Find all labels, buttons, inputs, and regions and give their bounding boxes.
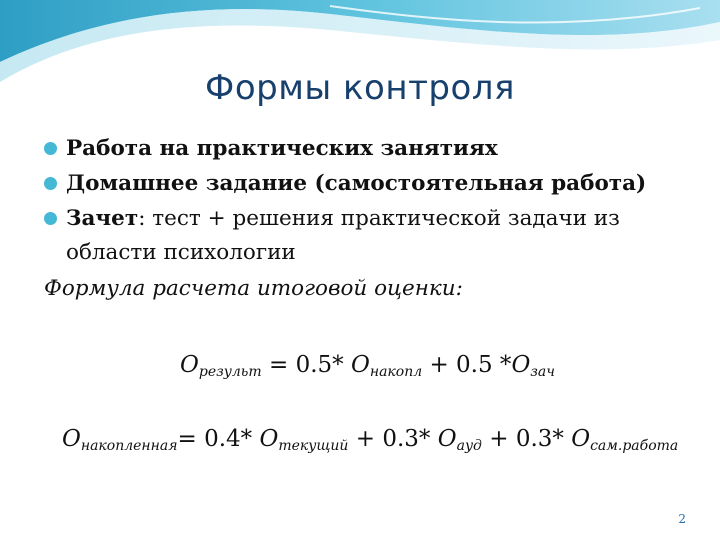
- formula-symbol: О: [437, 426, 457, 452]
- page-number: 2: [678, 512, 686, 526]
- bullet-dot-icon: [44, 177, 57, 190]
- bullet-text: Домашнее задание (самостоятельная работа): [66, 171, 647, 196]
- bullet-list: [44, 131, 694, 270]
- formula-subscript: текущий: [278, 438, 349, 454]
- formula-subscript: ауд: [456, 438, 482, 454]
- formula-symbol: О: [511, 352, 531, 378]
- bullet-dot-icon: [44, 142, 57, 155]
- formula-subscript: результ: [198, 364, 262, 380]
- slide-title: Формы контроля: [205, 68, 515, 108]
- bullet-item: [44, 166, 694, 201]
- bullet-item: [44, 131, 694, 166]
- formula-subscript: накопл: [369, 364, 423, 380]
- formula-subscript: зач: [530, 364, 555, 380]
- bullet-item: [44, 201, 694, 270]
- formula-operator: + 0.3*: [348, 426, 438, 452]
- bullet-text: Работа на практических занятиях: [66, 136, 498, 161]
- bullet-dot-icon: [44, 212, 57, 225]
- formula-symbol: О: [571, 426, 591, 452]
- formula-symbol: О: [350, 352, 370, 378]
- formula-subscript: накопленная: [80, 438, 178, 454]
- formula-operator: + 0.3*: [481, 426, 572, 452]
- formula-symbol: О: [259, 426, 279, 452]
- formula-accumulated-grade: [62, 426, 678, 454]
- formula-label: Формула расчета итоговой оценки:: [44, 276, 463, 301]
- formula-symbol: О: [180, 352, 199, 378]
- bullet-text-rest: : тест + решения практической задачи из: [138, 206, 620, 231]
- formula-symbol: О: [62, 426, 81, 452]
- bullet-text-continuation: области психологии: [66, 240, 296, 265]
- formula-operator: = 0.4*: [177, 426, 260, 452]
- formula-operator: = 0.5*: [261, 352, 351, 378]
- formula-operator: + 0.5 *: [422, 352, 512, 378]
- formula-final-grade: [180, 352, 555, 380]
- bullet-text-bold: Зачет: [66, 206, 139, 231]
- formula-subscript: сам.работа: [590, 438, 679, 454]
